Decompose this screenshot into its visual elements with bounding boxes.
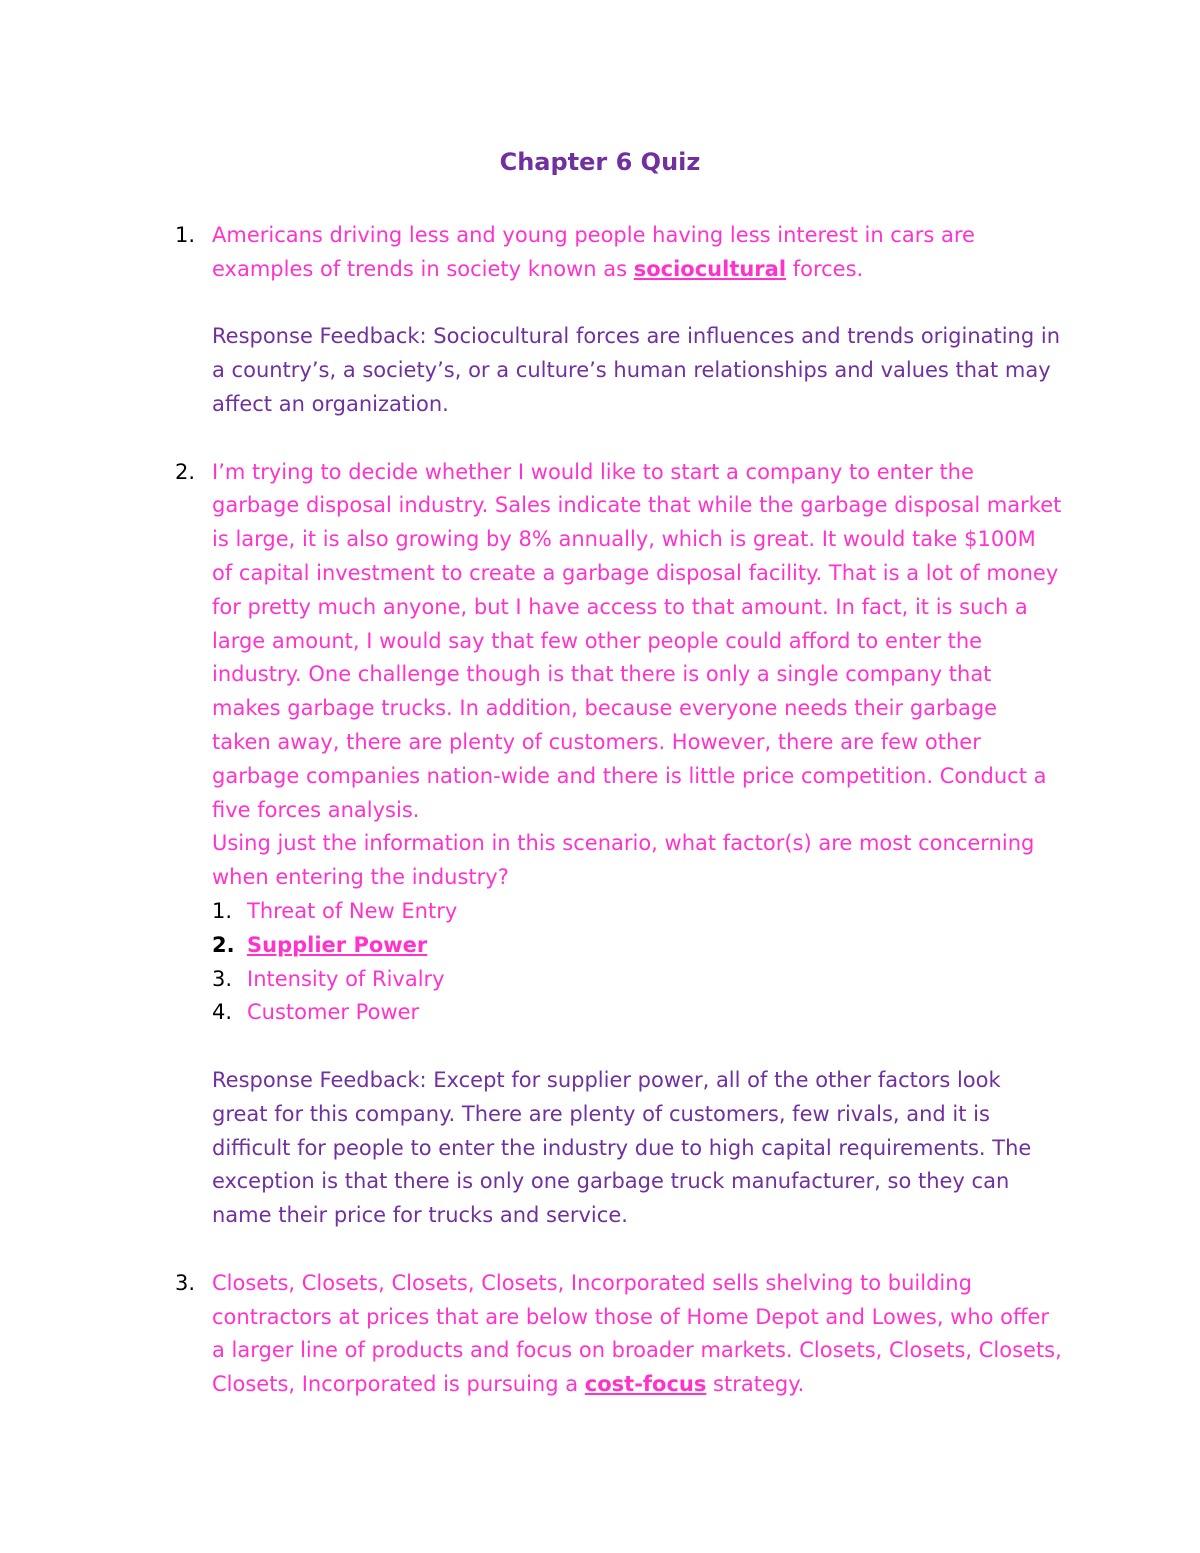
- spacer: [0, 422, 1200, 456]
- option-number: 4.: [212, 1000, 233, 1025]
- spacer: [212, 287, 1062, 321]
- option-label: Supplier Power: [247, 932, 428, 957]
- quiz-list: [0, 219, 1200, 1402]
- question-number: 3.: [175, 1270, 196, 1295]
- option-item-correct: [212, 929, 1062, 963]
- question-number: 1.: [175, 223, 196, 247]
- answer-blank: cost-focus: [584, 1372, 707, 1397]
- option-number: 1.: [212, 898, 233, 923]
- spacer: [212, 1030, 1062, 1064]
- question-number: 2.: [175, 459, 196, 484]
- option-label: Threat of New Entry: [247, 898, 458, 923]
- spacer: [0, 1233, 1200, 1267]
- option-number: 3.: [212, 966, 233, 991]
- answer-blank: sociocultural: [633, 256, 787, 281]
- option-label: Intensity of Rivalry: [247, 966, 445, 991]
- question-text-after: strategy.: [706, 1372, 805, 1397]
- question-text: [212, 1267, 1062, 1402]
- option-item: [212, 895, 1062, 929]
- question-1: [0, 219, 1062, 422]
- response-feedback: Response Feedback: Except for supplier power, all of the other factors look great for this company. There are plenty of customers, few rivals, and it is difficult for people to enter the industry due to high capital requirements. The exception is that there is only one garbage truck manufacturer, so they can name their price for trucks and service.: [212, 1067, 1032, 1228]
- question-text: [212, 219, 1062, 287]
- option-label: Customer Power: [247, 1000, 420, 1025]
- question-text-before: Americans driving less and young people having less interest in cars are examples of trends in society known as: [212, 223, 975, 281]
- page-title: Chapter 6 Quiz: [499, 148, 701, 176]
- answer-options: [212, 895, 1062, 1030]
- question-text-after: forces.: [786, 256, 864, 281]
- option-number: 2.: [212, 932, 235, 957]
- question-2: [0, 456, 1062, 1233]
- option-item: [212, 996, 1062, 1030]
- question-text: I’m trying to decide whether I would like to start a company to enter the garbage disposal industry. Sales indicate that while the garbage disposal market is large, it is also growing by 8% annually, which is great. It would take $100M of capital investment to create a garbage disposal facility. That is a lot of money for pretty much anyone, but I have access to that amount. In fact, it is such a large amount, I would say that few other people could afford to enter the industry. One challenge though is that there is only a single company that makes garbage trucks. In addition, because everyone needs their garbage taken away, there are plenty of customers. However, there are few other garbage companies nation-wide and there is little price competition. Conduct a five forces analysis.: [212, 459, 1062, 822]
- response-feedback: Response Feedback: Sociocultural forces are influences and trends originating in a country’s, a society’s, or a culture’s human relationships and values that may affect an organization.: [212, 324, 1061, 416]
- option-item: [212, 963, 1062, 997]
- question-text-before: Closets, Closets, Closets, Closets, Incorporated sells shelving to building contractors at prices that are below those of Home Depot and Lowes, who offer a larger line of products and focus on broader markets. Closets, Closets, Closets, Closets, Incorporated is pursuing a: [212, 1270, 1062, 1397]
- question-prompt: Using just the information in this scenario, what factor(s) are most concerning when entering the industry?: [212, 831, 1035, 890]
- question-3: [0, 1267, 1062, 1402]
